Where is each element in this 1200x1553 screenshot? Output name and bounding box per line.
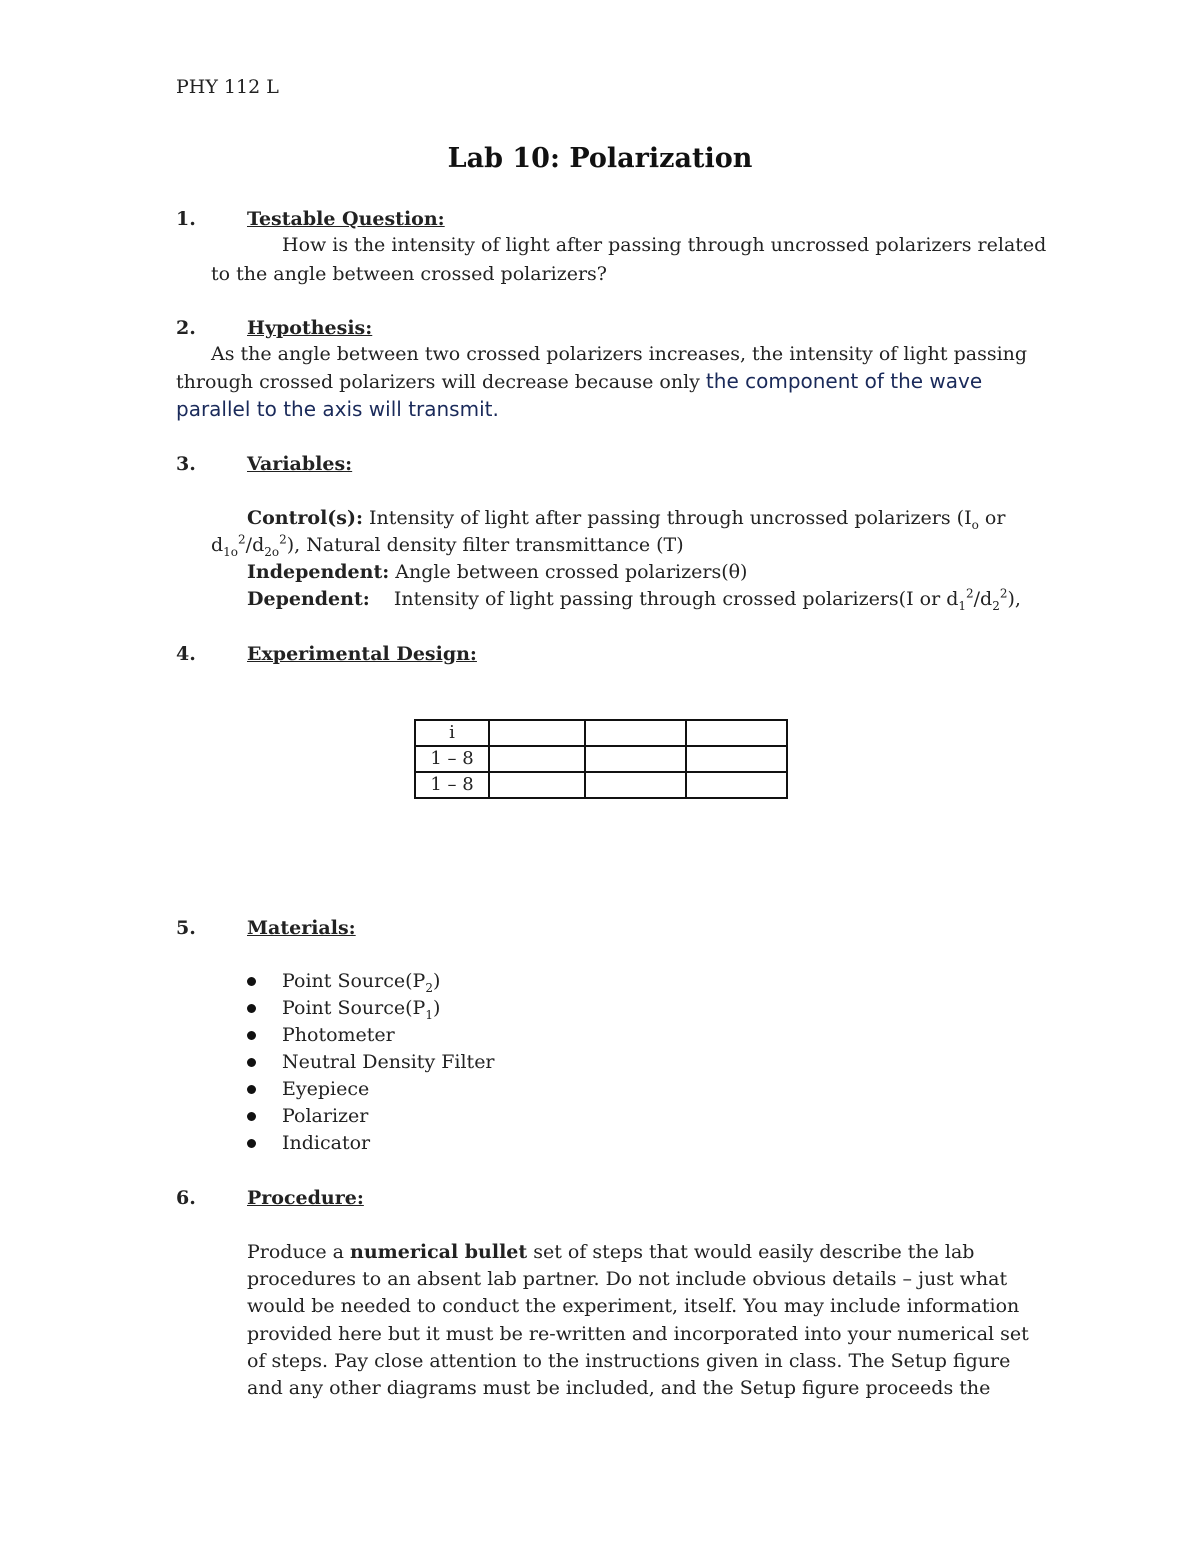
material-1-sub: 2 (425, 980, 433, 995)
control-label: Control(s): (247, 507, 363, 529)
procedure-line-3: would be needed to conduct the experiment, itself. You may include information (247, 1295, 1020, 1317)
control-slash-d: /d (245, 534, 265, 556)
control-sub-1o: 1o (223, 544, 239, 559)
material-item: Neutral Density Filter (282, 1051, 495, 1073)
control-text-1: Intensity of light after passing through uncrossed polarizers (I (369, 507, 972, 529)
control-or: or (984, 507, 1006, 529)
bullet-icon (247, 1031, 256, 1040)
page-title: Lab 10: Polarization (447, 143, 753, 174)
table-cell: 1 – 8 (415, 746, 489, 772)
control-d: d (211, 534, 224, 556)
bullet-icon (247, 1004, 256, 1013)
control-line-2 (211, 532, 684, 559)
table-cell (585, 720, 686, 746)
procedure-line-6: and any other diagrams must be included, and the Setup figure proceeds the (247, 1377, 991, 1399)
bullet-icon (247, 1112, 256, 1121)
material-item: Eyepiece (282, 1078, 370, 1100)
section-3-number: 3. (176, 453, 196, 475)
table-row (415, 772, 787, 798)
material-2-text: Point Source(P (282, 997, 426, 1019)
table-cell: i (415, 720, 489, 746)
material-item (282, 968, 440, 995)
material-2-end: ) (432, 997, 441, 1019)
hypothesis-line-1: As the angle between two crossed polarizers increases, the intensity of light passing (211, 343, 1028, 365)
section-1-number: 1. (176, 208, 196, 230)
hypothesis-line-2-serif: through crossed polarizers will decrease because only (176, 371, 700, 393)
control-text-2: ), Natural density filter transmittance (T) (286, 534, 684, 556)
table-cell (489, 720, 585, 746)
table-cell: 1 – 8 (415, 772, 489, 798)
dependent-sup-2: 2 (999, 586, 1008, 601)
procedure-line-2: procedures to an absent lab partner. Do not include obvious details – just what (247, 1268, 1008, 1290)
material-item: Photometer (282, 1024, 395, 1046)
section-3-heading: Variables: (247, 453, 353, 475)
dependent-end: ), (1007, 588, 1021, 610)
section-5-heading: Materials: (247, 917, 356, 939)
dependent-slash: /d (973, 588, 993, 610)
independent-label: Independent: (247, 561, 390, 583)
control-sub-2o: 2o (264, 544, 280, 559)
independent-text: Angle between crossed polarizers(θ) (395, 561, 748, 583)
dependent-line (247, 586, 1021, 613)
section-2-number: 2. (176, 317, 196, 339)
dependent-sub-2: 2 (992, 598, 1000, 613)
section-1-line-1: How is the intensity of light after passing through uncrossed polarizers related (282, 234, 1047, 256)
course-header: PHY 112 L (176, 76, 279, 98)
section-6-heading: Procedure: (247, 1187, 364, 1209)
procedure-line-4: provided here but it must be re-written and incorporated into your numerical set (247, 1323, 1029, 1345)
hypothesis-line-2 (176, 368, 982, 396)
dependent-label: Dependent: (247, 588, 370, 610)
material-item (282, 995, 440, 1022)
bullet-icon (247, 1139, 256, 1148)
bullet-icon (247, 977, 256, 986)
table-cell (489, 746, 585, 772)
procedure-line-1 (247, 1239, 974, 1266)
table-row (415, 746, 787, 772)
hypothesis-line-3: parallel to the axis will transmit. (176, 397, 499, 421)
procedure-line-1-b: set of steps that would easily describe the lab (533, 1241, 975, 1263)
section-1-heading: Testable Question: (247, 208, 445, 230)
table-cell (686, 720, 787, 746)
procedure-line-1-a: Produce a (247, 1241, 344, 1263)
control-sup-2b: 2 (279, 532, 287, 547)
section-5-number: 5. (176, 917, 196, 939)
independent-line (247, 559, 747, 586)
dependent-sup-1: 2 (966, 586, 974, 601)
dependent-sub-1: 1 (958, 598, 966, 613)
bullet-icon (247, 1058, 256, 1067)
control-sup-2a: 2 (238, 532, 246, 547)
table-cell (585, 772, 686, 798)
control-sub-o: o (971, 517, 979, 532)
material-item: Indicator (282, 1132, 371, 1154)
table-cell (489, 772, 585, 798)
section-1-line-2: to the angle between crossed polarizers? (211, 263, 607, 285)
material-1-end: ) (432, 970, 441, 992)
section-2-heading: Hypothesis: (247, 317, 373, 339)
material-item: Polarizer (282, 1105, 369, 1127)
material-1-text: Point Source(P (282, 970, 426, 992)
experimental-design-table (414, 719, 788, 799)
section-6-number: 6. (176, 1187, 196, 1209)
table-row (415, 720, 787, 746)
section-4-heading: Experimental Design: (247, 643, 477, 665)
dependent-text: Intensity of light passing through crossed polarizers(I or d (393, 588, 959, 610)
table-cell (686, 772, 787, 798)
section-4-number: 4. (176, 643, 196, 665)
hypothesis-line-2-sans: the component of the wave (705, 369, 983, 393)
table-cell (686, 746, 787, 772)
bullet-icon (247, 1085, 256, 1094)
material-2-sub: 1 (425, 1007, 433, 1022)
control-line-1 (247, 505, 1005, 532)
procedure-line-1-bold: numerical bullet (350, 1241, 528, 1263)
table-cell (585, 746, 686, 772)
procedure-line-5: of steps. Pay close attention to the instructions given in class. The Setup figure (247, 1350, 1011, 1372)
